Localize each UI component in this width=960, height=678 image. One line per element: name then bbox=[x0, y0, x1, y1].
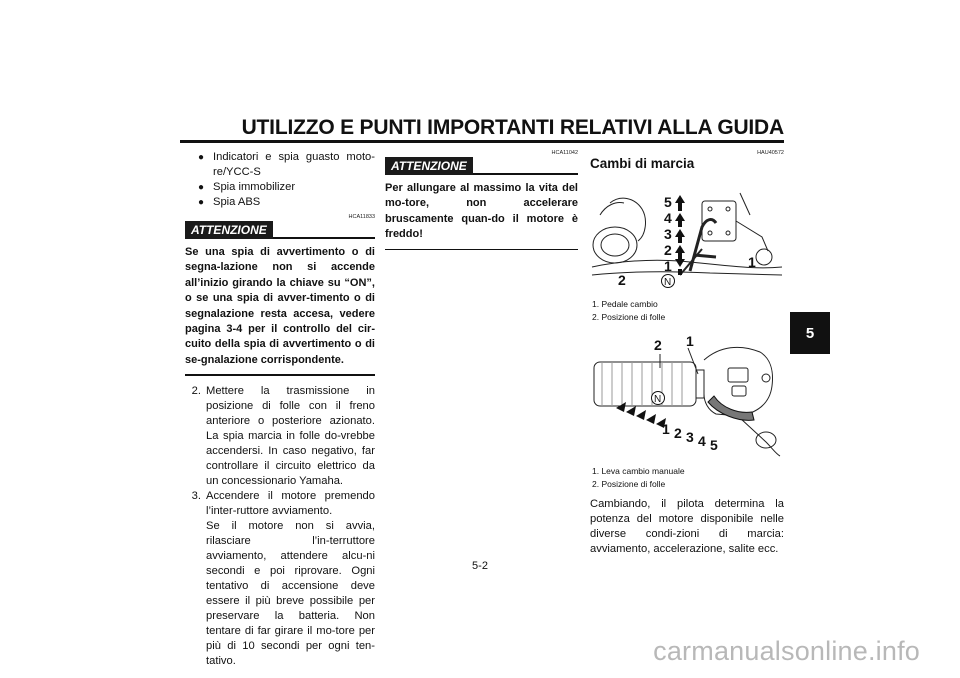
column-middle bbox=[385, 150, 578, 250]
shift-lever-figure bbox=[590, 334, 784, 491]
warning-rule bbox=[473, 173, 578, 175]
caption-line: 1. Leva cambio manuale bbox=[592, 466, 685, 476]
gear-label-3: 3 bbox=[664, 226, 672, 242]
watermark: carmanualsonline.info bbox=[653, 636, 920, 666]
warning-text: Se una spia di avvertimento o di segna-lazione non si accende all’inizio girando la chiave su “ON”, o se una spia di avver-timento o di segnalazione resta accesa, vedere pagina 3-4 per il controllo del cir-cuito della spia di avvertimento o di se-gnalazione corrispondente. bbox=[185, 246, 375, 366]
warning-box bbox=[185, 214, 375, 376]
warning-badge: ATTENZIONE bbox=[185, 221, 273, 239]
gear-label-1: 1 bbox=[664, 258, 672, 274]
list-item: ● Spia ABS bbox=[213, 195, 375, 210]
list-item: ● Indicatori e spia guasto moto-re/YCC-S bbox=[213, 150, 375, 180]
callout-1: 1 bbox=[686, 334, 694, 349]
warning-header bbox=[385, 157, 578, 177]
step-text: Mettere la trasmissione in posizione di folle con il freno anteriore o posteriore azionato. La spia marcia in folle do-vrebbe accendersi. In caso negativo, far controllare il circuito elettrico da un concessionario Yamaha. bbox=[206, 384, 375, 487]
reference-code: HCA11833 bbox=[348, 214, 375, 220]
caption-line: 2. Posizione di folle bbox=[592, 312, 666, 322]
caption-line: 2. Posizione di folle bbox=[592, 479, 666, 489]
neutral-label: N bbox=[654, 394, 662, 405]
gear-label-4: 4 bbox=[664, 210, 672, 226]
shift-lever-shape bbox=[708, 396, 754, 420]
warning-footer-rule bbox=[385, 249, 578, 251]
step-number: 3. bbox=[191, 489, 201, 502]
shift-pedal-illustration bbox=[590, 175, 784, 291]
gear-label-5: 5 bbox=[710, 437, 718, 453]
list-item bbox=[185, 384, 375, 489]
neutral-label: N bbox=[664, 277, 672, 288]
warning-box bbox=[385, 150, 578, 250]
gear-label-5: 5 bbox=[664, 194, 672, 210]
callout-2: 2 bbox=[618, 272, 626, 288]
callout-2: 2 bbox=[654, 337, 662, 353]
callout-1: 1 bbox=[748, 254, 756, 270]
caption-line: 1. Pedale cambio bbox=[592, 299, 658, 309]
shift-lever-illustration bbox=[590, 334, 784, 458]
warning-header bbox=[185, 221, 375, 241]
list-item: ● Spia immobilizer bbox=[213, 180, 375, 195]
reference-code: HCA11042 bbox=[551, 150, 578, 156]
warning-footer-rule bbox=[185, 374, 375, 376]
header-rule bbox=[180, 140, 784, 143]
warning-rule bbox=[273, 237, 375, 239]
step-number: 2. bbox=[191, 384, 201, 397]
gear-label-2: 2 bbox=[674, 425, 682, 441]
page-number: 5-2 bbox=[472, 560, 488, 572]
column-left bbox=[185, 150, 375, 669]
gear-label-4: 4 bbox=[698, 433, 706, 449]
figure-caption bbox=[590, 298, 784, 324]
body-paragraph: Cambiando, il pilota determina la potenza del motore disponibile nelle diverse condi-zioni di marcia: avviamento, accelerazione, salite ecc. bbox=[590, 498, 784, 555]
step-text: Accendere il motore premendo l’inter-ruttore avviamento. bbox=[206, 489, 375, 517]
gear-label-2: 2 bbox=[664, 242, 672, 258]
gear-label-1: 1 bbox=[662, 421, 670, 437]
figure-caption bbox=[590, 465, 784, 491]
indicator-list bbox=[185, 150, 375, 210]
chapter-tab[interactable]: 5 bbox=[790, 312, 830, 354]
column-right bbox=[590, 150, 784, 557]
list-item bbox=[185, 489, 375, 669]
step-text-continued: Se il motore non si avvia, rilasciare l’in-terruttore avviamento, attendere alcu-ni secondi e poi riprovare. Ogni tentativo di accensione deve essere il più breve possibile per preservare la batteria. Non tentare di far girare il mo-tore per più di 10 secondi per ogni ten-tativo. bbox=[206, 519, 375, 667]
warning-badge: ATTENZIONE bbox=[385, 157, 473, 175]
section-title: Cambi di marcia bbox=[590, 156, 695, 171]
shift-pedal-figure bbox=[590, 175, 784, 324]
page-header-title: UTILIZZO E PUNTI IMPORTANTI RELATIVI ALLA GUIDA bbox=[241, 116, 784, 139]
warning-text: Per allungare al massimo la vita del mo-tore, non accelerare bruscamente quan-do il motore è freddo! bbox=[385, 182, 578, 241]
step-list bbox=[185, 384, 375, 669]
gear-label-3: 3 bbox=[686, 429, 694, 445]
reference-code: HAU40572 bbox=[757, 150, 784, 156]
